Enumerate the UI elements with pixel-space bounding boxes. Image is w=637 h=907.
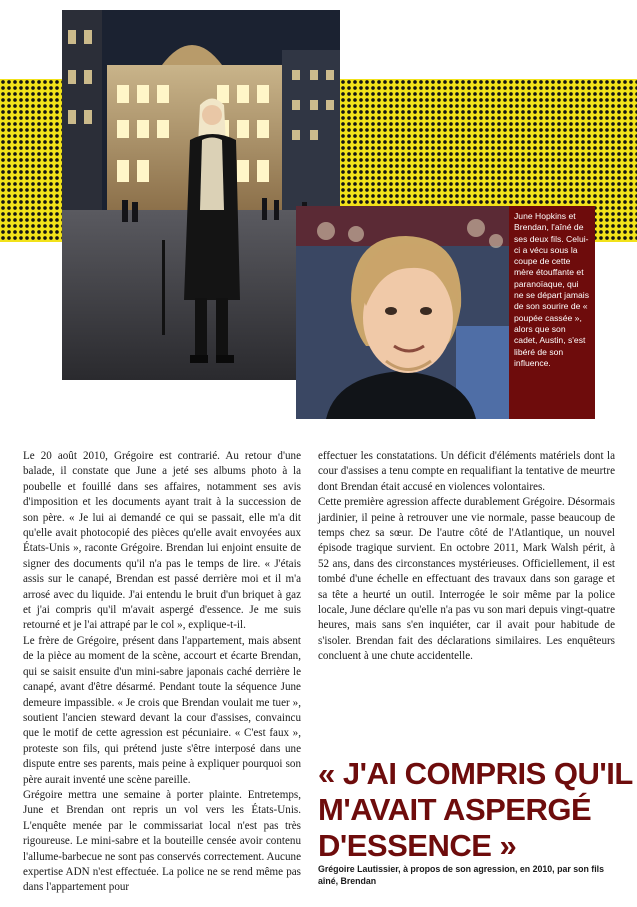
article-paragraph: Le 20 août 2010, Grégoire est contrarié. Au retour d'une balade, il constate que June a jeté ses albums photo à la poubelle et fouillé dans ses affaires, notamment ses avis d'imposition et les documents ayant trait à la succession de son père. « Je lui ai demandé ce qui se passait, elle m'a dit qu'elle avait photocopié des pièces qu'elle avait envoyées aux États-Unis », raconte Grégoire. Brendan lui enjoint ensuite de signer des documents qu'il n'a pas le temps de lire. « J'étais assis sur le canapé, Brendan est passé derrière moi et il m'a arrosé avec du liquide. J'ai entendu le bruit d'un briquet à gaz et j'ai compris qu'il m'avait aspergé d'essence. Je me suis retourné et je l'ai attrapé par le col », explique-t-il. — [23, 450, 301, 632]
photo-caption-text: June Hopkins et Brendan, l'aîné de ses deux fils. Celui-ci a vécu sous la coupe de cette mère étouffante et paranoïaque, qui ne se départ jamais de son sourire de « poupée cassée », alors que son cadet, Austin, s'est libéré de son influence. — [514, 211, 589, 368]
article-column-1 — [23, 449, 301, 896]
article-paragraph: effectuer les constatations. Un déficit d'éléments matériels dont la cour d'assises a tenu compte en requalifiant la tentative de meurtre dont Brendan était accusé en violences volontaires. — [318, 450, 615, 493]
article-column-2 — [318, 449, 615, 665]
photo-portrait-brendan — [296, 206, 509, 419]
photo-caption — [509, 206, 595, 419]
article-paragraph: Cette première agression affecte durablement Grégoire. Désormais jardinier, il peine à retrouver une vie normale, passe beaucoup de temps chez sa sœur. De l'autre côté de l'Atlantique, un nouvel épisode tragique survient. En octobre 2011, Mark Walsh périt, à 52 ans, dans des circonstances mystérieuses. Officiellement, il est tombé d'une échelle en effectuant des travaux dans son garage et sa tête a heurté un outil. Interrogée le soir même par la police locale, June déclare qu'elle n'a pas vu son mari depuis vingt-quatre heures, mais sans s'en inquiéter, car il avait pour habitude de s'isoler. Brendan fait des déclarations similaires. Les enquêteurs concluent à une chute accidentelle. — [318, 496, 615, 663]
pull-quote-attribution: Grégoire Lautissier, à propos de son agression, en 2010, par son fils aîné, Brendan — [318, 864, 604, 886]
halftone-band-left — [0, 79, 62, 242]
article-paragraph: Le frère de Grégoire, présent dans l'appartement, mais absent de la pièce au moment de la scène, accourt et écarte Brendan, qui se saisit ensuite d'un mini-sabre japonais caché derrière le canapé, avant d'être désarmé. Pendant toute la séquence June demeure impassible. « Je crois que Brendan voulait me tuer », soutient l'ancien steward devant la cour d'assises, convaincu que le motif de cette agression est pécuniaire. « C'est faux », proteste son fils, qui prétend juste s'être interposé dans une dispute entre ses parents, mais peine à expliquer pourquoi son père aurait inventé une scène pareille. — [23, 634, 301, 786]
photo-portrait-illustration — [296, 206, 509, 419]
article-paragraph: Grégoire mettra une semaine à porter plainte. Entretemps, June et Brendan ont repris un vol vers les États-Unis. L'enquête menée par le commissariat local n'est pas très rigoureuse. Le mini-sabre et la bouteille censée avoir contenu l'allume-barbecue ne sont pas conservés correctement. Aucune expertise ADN n'est effectuée. La police ne se rend même pas dans l'appartement pour — [23, 788, 301, 894]
pull-quote: « J'AI COMPRIS QU'IL M'AVAIT ASPERGÉ D'ESSENCE » — [318, 756, 633, 863]
